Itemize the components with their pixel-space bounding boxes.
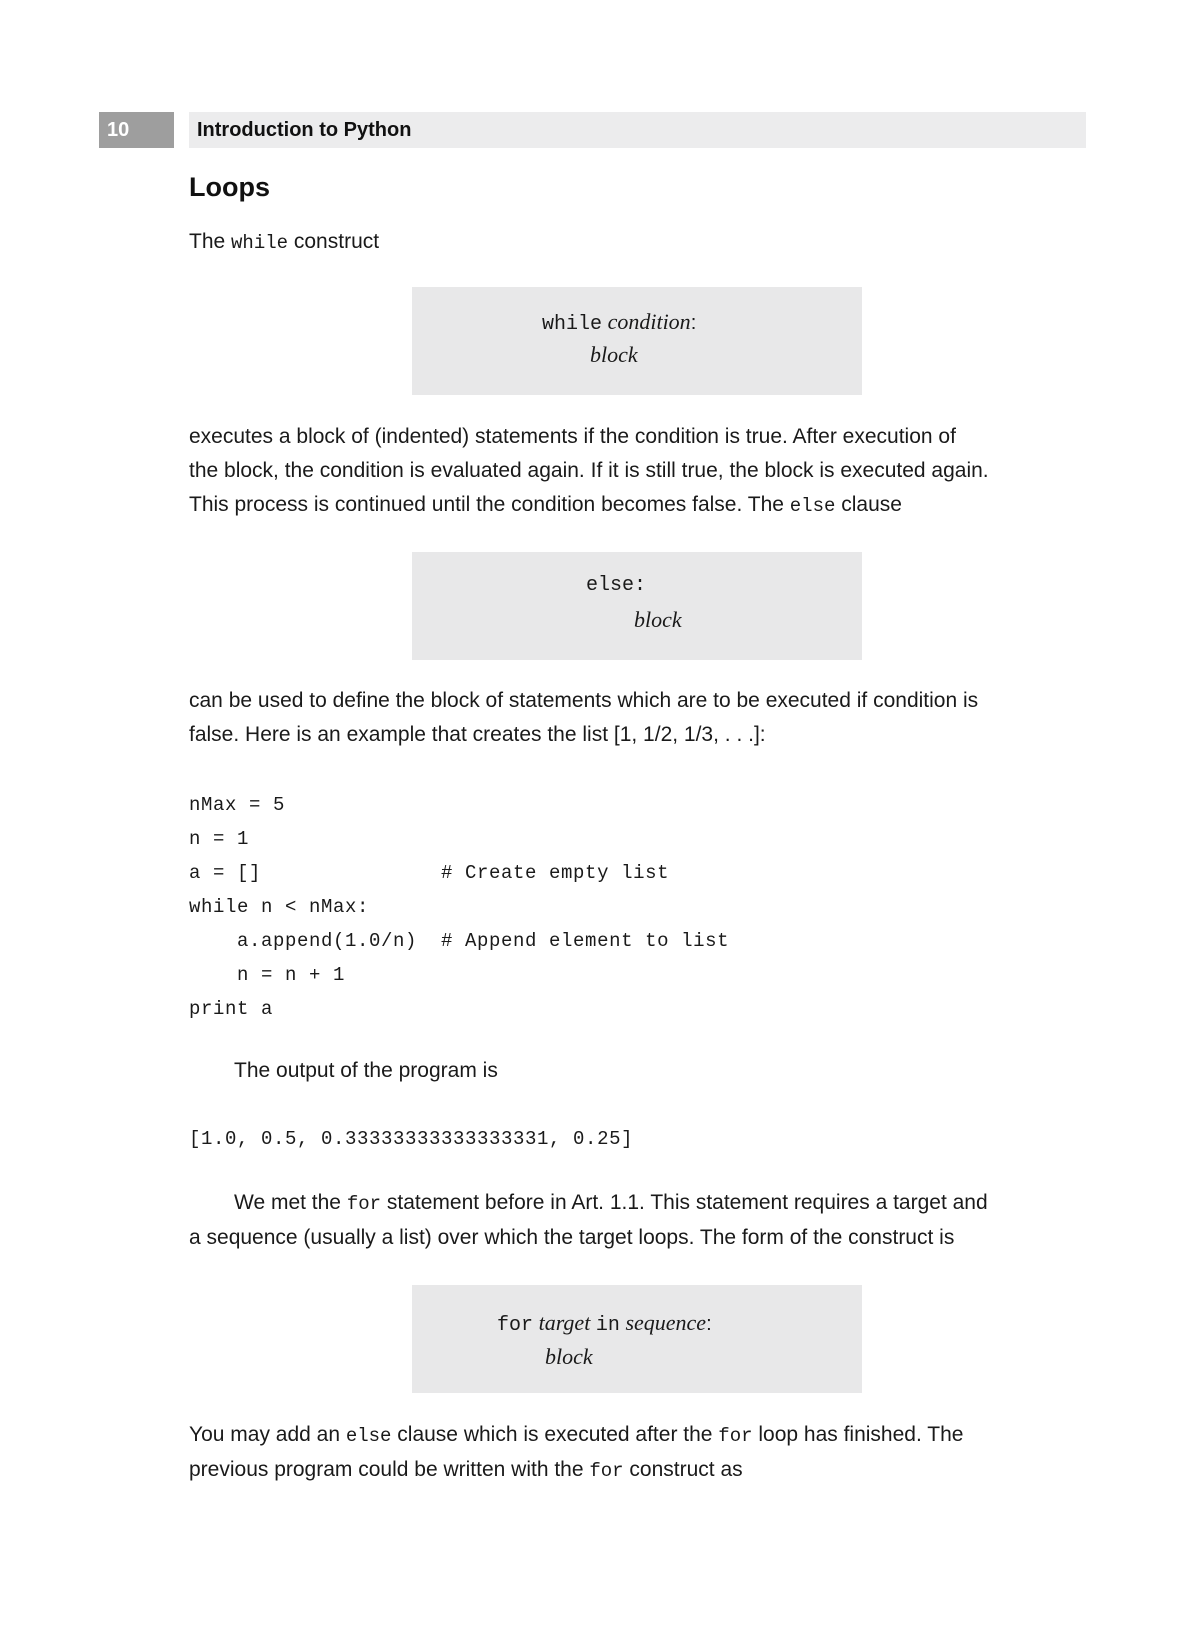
intro-post: construct [288, 230, 380, 253]
else-keyword: else: [586, 574, 647, 597]
intro-pre: The [189, 230, 232, 253]
while-colon: : [690, 312, 697, 334]
else-inline-code: else [345, 1425, 392, 1447]
paragraph-line [189, 488, 1086, 523]
intro-line [189, 225, 1086, 260]
text-span: This process is continued until the condition becomes false. The [189, 493, 790, 516]
text-span: loop has finished. The [752, 1423, 964, 1446]
paragraph-for-description [189, 1186, 1086, 1255]
for-inline-code: for [718, 1425, 753, 1447]
paragraph-while-description [189, 420, 1086, 523]
while-keyword: while [542, 313, 603, 336]
while-block: block [590, 342, 638, 367]
paragraph-line: a sequence (usually a list) over which the target loops. The form of the construct is [189, 1226, 955, 1249]
code-line: a = [] # Create empty list [189, 862, 670, 884]
while-syntax-line [542, 309, 696, 336]
code-line: n = 1 [189, 828, 250, 850]
page-number: 10 [99, 112, 174, 148]
while-syntax-box [412, 287, 862, 395]
paragraph-line: executes a block of (indented) statements if the condition is true. After execution of [189, 425, 956, 448]
text-span: clause which is executed after the [391, 1423, 719, 1446]
paragraph-for-else [189, 1418, 1086, 1488]
for-syntax-line [497, 1310, 712, 1337]
for-keyword: for [497, 1314, 534, 1337]
for-inline-code: for [346, 1193, 382, 1215]
code-line: a.append(1.0/n) # Append element to list [189, 930, 730, 952]
paragraph-line [189, 1186, 1086, 1221]
for-block: block [545, 1344, 593, 1369]
text-span: We met the [234, 1191, 347, 1214]
for-target: target [538, 1310, 591, 1335]
paragraph-else-description [189, 684, 1086, 752]
while-condition: condition [607, 309, 691, 334]
text-span: statement before in Art. 1.1. This statement requires a target and [381, 1191, 988, 1214]
paragraph-output-intro: The output of the program is [234, 1059, 498, 1082]
else-syntax-box [412, 552, 862, 660]
for-inline-code: for [589, 1460, 624, 1482]
text-span: previous program could be written with the [189, 1458, 590, 1481]
paragraph-line: can be used to define the block of statements which are to be executed if condition is [189, 689, 979, 712]
program-output: [1.0, 0.5, 0.33333333333333331, 0.25] [189, 1128, 634, 1150]
paragraph-line: false. Here is an example that creates the list [1, 1/2, 1/3, . . .]: [189, 723, 766, 746]
intro-code: while [231, 232, 289, 254]
for-colon: : [706, 1313, 712, 1335]
text-span: You may add an [189, 1423, 346, 1446]
paragraph-line [189, 1453, 1086, 1488]
else-block: block [634, 607, 682, 632]
paragraph-line [189, 1418, 1086, 1453]
text-span: clause [835, 493, 902, 516]
code-line: while n < nMax: [189, 896, 370, 918]
in-keyword: in [595, 1314, 620, 1337]
for-sequence: sequence [625, 1310, 707, 1335]
running-title: Introduction to Python [189, 112, 1086, 148]
paragraph-line: the block, the condition is evaluated again. If it is still true, the block is executed again. [189, 459, 989, 482]
code-line: print a [189, 998, 274, 1020]
code-line: nMax = 5 [189, 794, 286, 816]
code-line: n = n + 1 [189, 964, 346, 986]
text-span: construct as [623, 1458, 743, 1481]
else-inline-code: else [789, 495, 836, 517]
section-title: Loops [189, 172, 270, 202]
for-syntax-box [412, 1285, 862, 1393]
